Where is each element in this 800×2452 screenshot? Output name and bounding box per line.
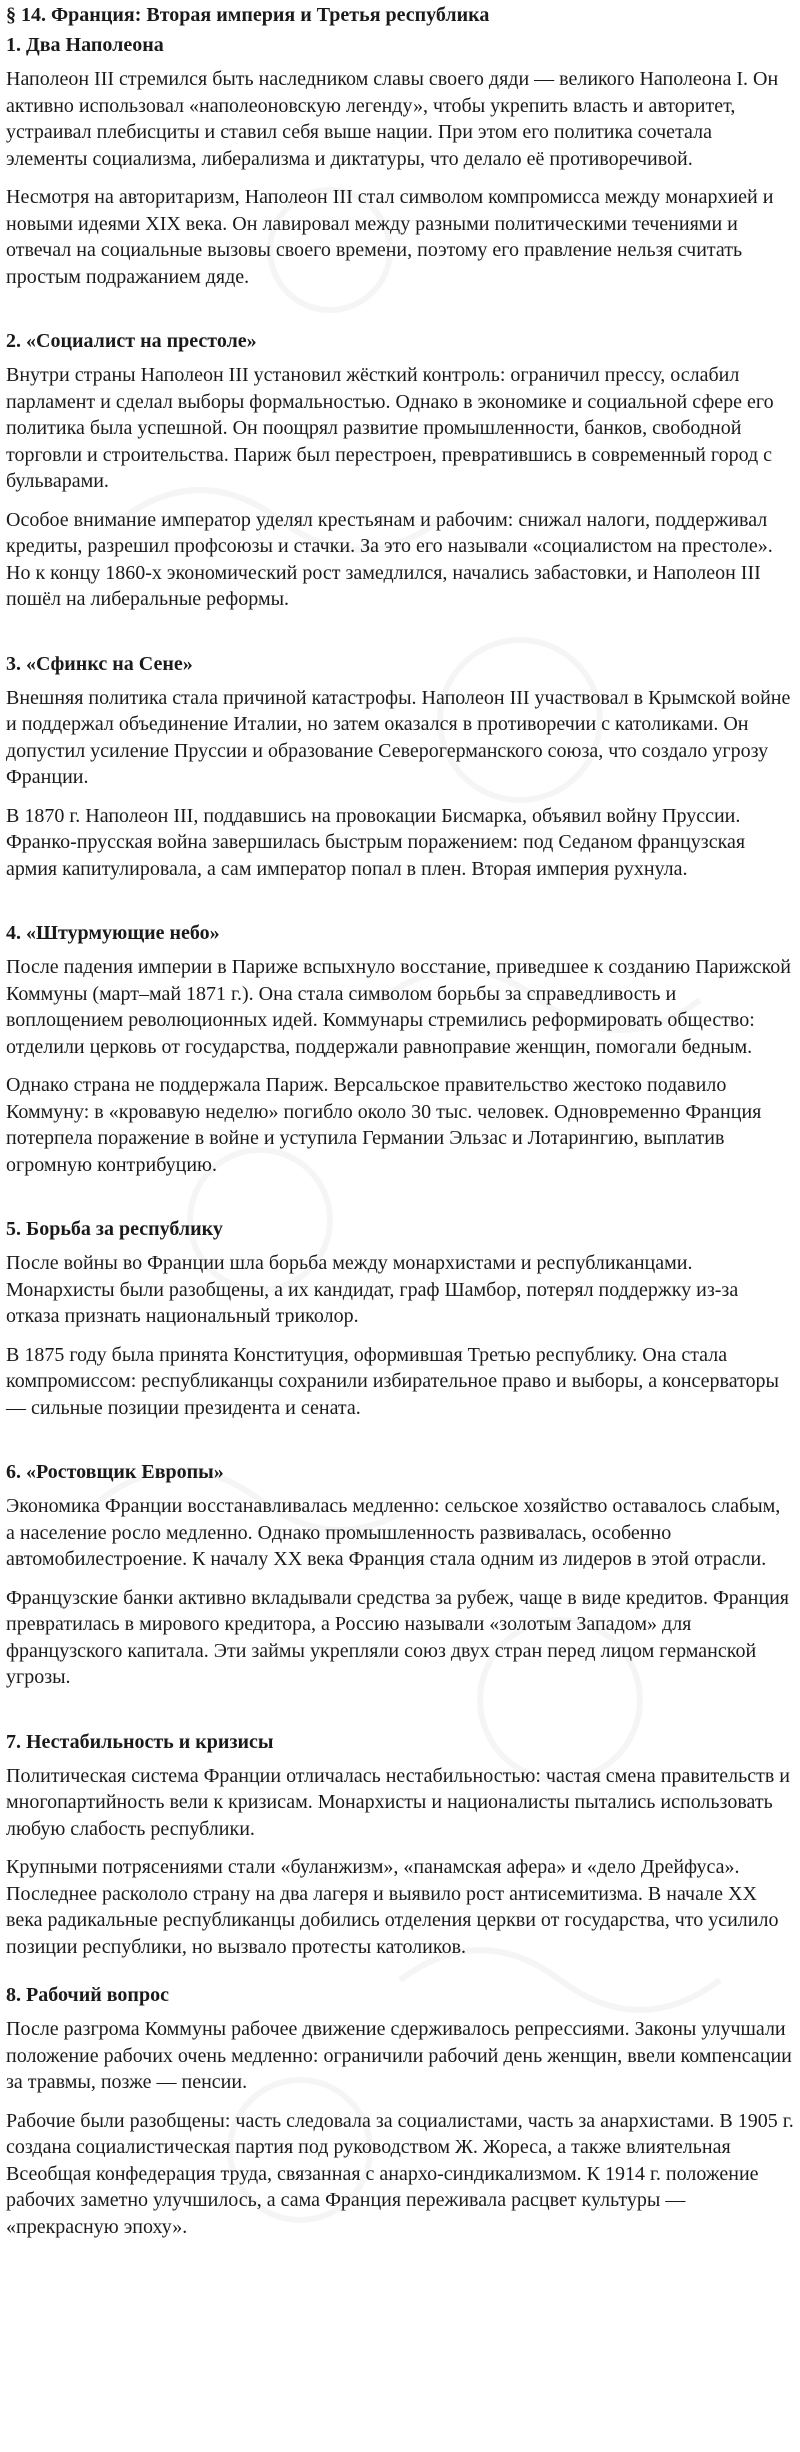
section-2 (6, 328, 794, 613)
paragraph: После падения империи в Париже вспыхнуло восстание, приведшее к созданию Парижской Коммуны (март–май 1871 г.). Она стала символом борьбы за справедливость и воплощением революционных идей. Коммунары стремились реформировать общество: отделили церковь от государства, поддержали равноправие женщин, помогали бедным. (6, 956, 791, 1058)
paragraph: Французские банки активно вкладывали средства за рубеж, чаще в виде кредитов. Франция превратилась в мирового кредитора, а Россию называли «золотым Западом» для французского капитала. Эти займы укрепляли союз двух стран перед лицом германской угрозы. (6, 1586, 789, 1688)
paragraph: В 1870 г. Наполеон III, поддавшись на провокации Бисмарка, объявил войну Пруссии. Франко-прусская война завершилась быстрым поражением: под Седаном французская армия капитулировала, а сам император попал в плен. Вторая империя рухнула. (6, 804, 746, 880)
paragraph: Несмотря на авторитаризм, Наполеон III стал символом компромисса между монархией и новыми идеями XIX века. Он лавировал между разными политическими течениями и отвечал на социальные вызовы своего времени, поэтому его правление нельзя считать простым подражанием дяде. (6, 186, 774, 288)
section-heading: 6. «Ростовщик Европы» (6, 1461, 224, 1483)
section-6 (6, 1459, 794, 1691)
paragraph: Крупными потрясениями стали «буланжизм», «панамская афера» и «дело Дрейфуса». Последнее раскололо страну на два лагеря и выявило рост антисемитизма. В начале XX века радикальные республиканцы добились отделения церкви от государства, что усилило позиции республики, но вызвало протесты католиков. (6, 1856, 779, 1958)
section-8 (6, 1982, 794, 2240)
paragraph: После войны во Франции шла борьба между монархистами и республиканцами. Монархисты были разобщены, а их кандидат, граф Шамбор, потерял поддержку из-за отказа признать национальный триколор. (6, 1252, 739, 1327)
paragraph: В 1875 году была принята Конституция, оформившая Третью республику. Она стала компромиссом: республиканцы сохранили избирательное право и выборы, а консерваторы — сильные позиции президента и сената. (6, 1343, 779, 1419)
section-3 (6, 651, 794, 883)
section-heading: 5. Борьба за республику (6, 1218, 223, 1240)
paragraph: Рабочие были разобщены: часть следовала за социалистами, часть за анархистами. В 1905 г. создана социалистическая партия под руководством Ж. Жореса, а также влиятельная Всеобщая конфедерация труда, связанная с анархо-синдикализмом. К 1914 г. положение рабочих заметно улучшилось, а сама Франция переживала расцвет культуры — «прекрасную эпоху». (6, 2109, 794, 2238)
section-1 (6, 32, 794, 290)
paragraph: Внутри страны Наполеон III установил жёсткий контроль: ограничил прессу, ослабил парламент и сделал выборы формальностью. Однако в экономике и социальной сфере его политика была успешной. Он поощрял развитие промышленности, банков, свободной торговли и строительства. Париж был перестроен, превратившись в современный город с бульварами. (6, 364, 774, 492)
section-heading: 7. Нестабильность и кризисы (6, 1730, 274, 1753)
paragraph: Однако страна не поддержала Париж. Версальское правительство жестоко подавило Коммуну: в «кровавую неделю» погибло около 30 тыс. человек. Одновременно Франция потерпела поражение в войне и уступила Германии Эльзас и Лотарингию, выплатив огромную контрибуцию. (6, 1074, 762, 1176)
section-heading: 8. Рабочий вопрос (6, 1984, 169, 2006)
section-heading: 3. «Сфинкс на Сене» (6, 652, 193, 675)
paragraph: После разгрома Коммуны рабочее движение сдерживалось репрессиями. Законы улучшали положение рабочих очень медленно: ограничили рабочий день женщин, ввели компенсации за травмы, позже — пенсии. (6, 2018, 792, 2093)
section-5 (6, 1216, 794, 1421)
section-7 (6, 1729, 794, 1961)
paragraph: Наполеон III стремился быть наследником славы своего дяди — великого Наполеона I. Он активно использовал «наполеоновскую легенду», чтобы укрепить власть и авторитет, устраивал плебисциты и ставил себя выше нации. При этом его политика сочетала элементы социализма, либерализма и диктатуры, что делало её противоречивой. (6, 68, 779, 170)
paragraph: Экономика Франции восстанавливалась медленно: сельское хозяйство оставалось слабым, а население росло медленно. Однако промышленность развивалась, особенно автомобилестроение. К началу XX века Франция стала одним из лидеров в этой отрасли. (6, 1495, 781, 1570)
paragraph: Особое внимание император уделял крестьянам и рабочим: снижал налоги, поддерживал кредиты, разрешил профсоюзы и стачки. За это его называли «социалистом на престоле». Но к концу 1860-х экономический рост замедлился, начались забастовки, и Наполеон III пошёл на либеральные реформы. (6, 508, 773, 610)
section-4 (6, 920, 794, 1178)
page-title: § 14. Франция: Вторая империя и Третья республика (6, 4, 490, 26)
section-heading: 1. Два Наполеона (6, 34, 164, 56)
paragraph: Внешняя политика стала причиной катастрофы. Наполеон III участвовал в Крымской войне и поддержал объединение Италии, но затем оказался в противоречии с католиками. Он допустил усиление Пруссии и образование Северогерманского союза, что создало угрозу Франции. (6, 686, 791, 788)
paragraph: Политическая система Франции отличалась нестабильностью: частая смена правительств и многопартийность вели к кризисам. Монархисты и националисты пытались использовать любую слабость республики. (6, 1764, 791, 1840)
section-heading: 2. «Социалист на престоле» (6, 330, 257, 352)
section-heading: 4. «Штурмующие небо» (6, 922, 220, 944)
